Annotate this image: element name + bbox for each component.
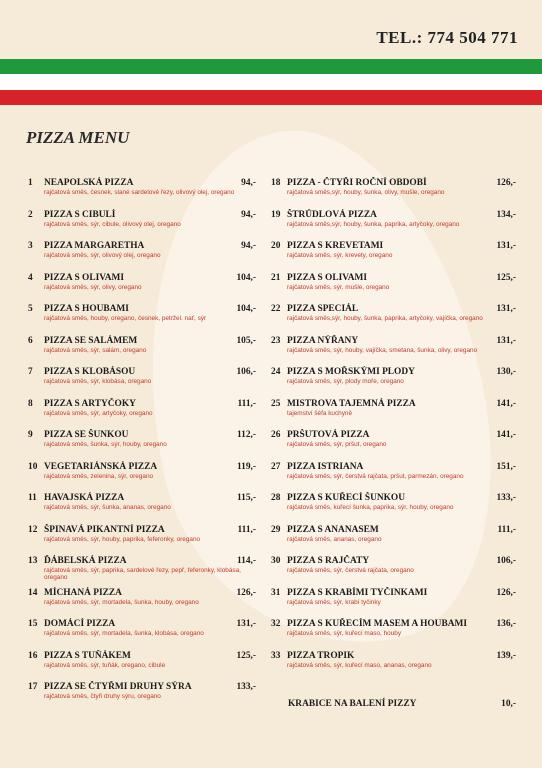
menu-item xyxy=(28,524,256,556)
menu-item-number: 20 xyxy=(271,241,281,251)
menu-item-name: PIZZA S OLIVAMI xyxy=(44,272,125,283)
menu-item-number: 8 xyxy=(28,398,33,409)
menu-item-head xyxy=(271,366,516,378)
menu-item-price: 126,- xyxy=(496,178,516,188)
menu-item xyxy=(28,335,256,367)
menu-item-name: PIZZA NÝŘANY xyxy=(287,335,359,346)
menu-item-price: 104,- xyxy=(236,272,256,283)
menu-item-number: 19 xyxy=(271,209,281,220)
menu-item-price: 94,- xyxy=(241,209,256,220)
menu-item-ingredients: rajčatová směs, šunka, sýr, houby, oregano xyxy=(44,441,167,448)
flag-stripe-white xyxy=(0,74,542,90)
menu-item-number: 28 xyxy=(271,493,281,503)
menu-item xyxy=(28,366,256,398)
pizza-box-name: KRABICE NA BALENÍ PIZZY xyxy=(288,699,417,709)
menu-item xyxy=(28,303,256,335)
menu-item xyxy=(28,461,256,493)
menu-item-price: 141,- xyxy=(496,398,516,409)
menu-item-name: PRŠUTOVÁ PIZZA xyxy=(287,430,370,440)
menu-item-number: 10 xyxy=(28,461,38,472)
menu-item-name: PIZZA S RAJČATY xyxy=(287,556,370,566)
menu-item xyxy=(271,587,516,619)
menu-item-name: ŠPINAVÁ PIKANTNÍ PIZZA xyxy=(44,524,165,535)
menu-item-price: 111,- xyxy=(497,524,516,535)
menu-item-price: 139,- xyxy=(496,650,516,661)
menu-item-ingredients: rajčatová směs, sýr, kuřecí maso, ananas, oregano xyxy=(287,661,432,669)
menu-item-head xyxy=(28,492,256,504)
pizza-box-price: 10,- xyxy=(501,699,516,709)
menu-item-number: 4 xyxy=(28,272,33,283)
menu-item-ingredients: rajčatová směs,sýr, houby, šunka, olivy, mušle, oregano xyxy=(287,189,445,196)
menu-item-name: MÍCHANÁ PIZZA xyxy=(44,587,122,598)
menu-item-number: 5 xyxy=(28,304,33,314)
menu-item-name: PIZZA S TUŇÁKEM xyxy=(44,650,131,661)
menu-item-ingredients: rajčatová směs, sýr, olivový olej, oregano xyxy=(44,252,161,259)
menu-item-number: 2 xyxy=(28,209,33,220)
menu-item-ingredients: rajčatová směs, zelenina, sýr, oregano xyxy=(44,472,154,480)
menu-item-name: PIZZA SE ŠUNKOU xyxy=(44,430,129,440)
menu-item-number: 13 xyxy=(28,556,38,566)
phone-number: TEL.: 774 504 771 xyxy=(376,28,518,47)
menu-item-price: 126,- xyxy=(496,587,516,598)
menu-item-price: 131,- xyxy=(496,304,516,314)
menu-item-head xyxy=(28,272,256,284)
menu-item xyxy=(271,209,516,241)
menu-item-name: PIZZA ISTRIANA xyxy=(287,461,364,472)
menu-item-price: 111,- xyxy=(237,524,256,535)
menu-item-number: 27 xyxy=(271,461,281,472)
menu-item-head xyxy=(28,303,256,315)
menu-item xyxy=(271,272,516,304)
menu-item-name: PIZZA S MOŘSKÝMI PLODY xyxy=(287,367,415,377)
menu-item-name: PIZZA SE ČTYŘMI DRUHY SÝRA xyxy=(44,682,192,692)
menu-item-ingredients: rajčatová směs, ananas, oregano xyxy=(287,535,382,543)
menu-item-head xyxy=(271,524,516,536)
menu-item-ingredients: rajčatová směs, sýr, šunka, ananas, oregano xyxy=(44,504,171,511)
menu-item xyxy=(28,177,256,209)
menu-item xyxy=(271,303,516,335)
menu-item-head xyxy=(28,366,256,378)
menu-item-ingredients: rajčatová směs, sýr, mortadela, šunka, klobása, oregano xyxy=(44,630,204,637)
menu-item-price: 125,- xyxy=(236,650,256,661)
menu-item xyxy=(28,492,256,524)
menu-item-name: PIZZA S OLIVAMI xyxy=(287,272,368,283)
menu-item-price: 114,- xyxy=(236,556,256,566)
menu-item-ingredients: rajčatová směs, česnek, slané sardelové řezy, olivový olej, oregano xyxy=(44,189,235,196)
menu-item-price: 131,- xyxy=(236,619,256,629)
menu-item-head xyxy=(271,587,516,599)
menu-item xyxy=(28,209,256,241)
flag-stripe-red xyxy=(0,90,542,105)
menu-item-number: 6 xyxy=(28,335,33,346)
menu-item-head xyxy=(271,177,516,189)
menu-item-head xyxy=(28,461,256,473)
flag-stripe-green xyxy=(0,59,542,74)
menu-item-head xyxy=(28,177,256,189)
menu-item-head xyxy=(28,650,256,662)
menu-item-price: 119,- xyxy=(236,461,256,472)
menu-item-ingredients: rajčatová směs, sýr, mušle, oregano xyxy=(287,283,390,291)
menu-item-price: 131,- xyxy=(496,335,516,346)
menu-item-name: PIZZA S KUŘECÍ ŠUNKOU xyxy=(287,493,405,503)
menu-item-head xyxy=(271,492,516,504)
menu-item-name: PIZZA S CIBULÍ xyxy=(44,209,116,220)
menu-item xyxy=(271,461,516,493)
menu-column-right xyxy=(271,177,516,681)
menu-item xyxy=(28,240,256,272)
menu-item-name: PIZZA SPECIÁL xyxy=(287,304,359,314)
menu-item xyxy=(271,335,516,367)
menu-item-price: 131,- xyxy=(496,241,516,251)
menu-item-name: HAVAJSKÁ PIZZA xyxy=(44,493,125,503)
menu-item-number: 25 xyxy=(271,398,281,409)
menu-item xyxy=(28,650,256,682)
menu-item-number: 33 xyxy=(271,650,281,661)
menu-item-number: 18 xyxy=(271,178,281,188)
menu-item-ingredients: rajčatová směs,sýr, houby, šunka, paprika, artyčoky, vajíčka, oregano xyxy=(287,315,483,322)
menu-item-price: 130,- xyxy=(496,367,516,377)
menu-item-head xyxy=(271,555,516,567)
menu-item-price: 105,- xyxy=(236,335,256,346)
menu-item-ingredients: rajčatová směs, sýr, klobása, oregano xyxy=(44,378,152,385)
menu-item-name: PIZZA TROPIK xyxy=(287,650,355,661)
menu-item-number: 11 xyxy=(28,493,37,503)
menu-item-name: PIZZA S KUŘECÍM MASEM A HOUBAMI xyxy=(287,619,467,629)
menu-item-number: 15 xyxy=(28,619,38,629)
menu-item-ingredients: tajemství šéfa kuchyně xyxy=(287,409,353,417)
menu-title: PIZZA MENU xyxy=(26,128,130,147)
menu-item-head xyxy=(271,618,516,630)
menu-item xyxy=(271,398,516,430)
menu-item-head xyxy=(28,209,256,221)
menu-item-name: PIZZA S KREVETAMI xyxy=(287,241,384,251)
menu-item-number: 14 xyxy=(28,587,38,598)
menu-item-number: 17 xyxy=(28,682,38,692)
menu-item-name: PIZZA - ČTYŘI ROČNÍ OBDOBÍ xyxy=(287,178,427,188)
menu-item-price: 136,- xyxy=(496,619,516,629)
menu-item-head xyxy=(271,335,516,347)
menu-item-ingredients: rajčatová směs, houby, oregano, česnek, petržel. nať, sýr xyxy=(44,315,207,322)
menu-item-ingredients: rajčatová směs, sýr, čerstvá rajčata, oregano xyxy=(287,567,414,574)
menu-item-price: 126,- xyxy=(236,587,256,598)
menu-item-price: 106,- xyxy=(236,367,256,377)
menu-item xyxy=(28,429,256,461)
menu-item-head xyxy=(271,303,516,315)
menu-item xyxy=(271,524,516,556)
menu-item-head xyxy=(271,272,516,284)
menu-item-ingredients: rajčatová směs, sýr, salám, oregano xyxy=(44,346,147,354)
menu-item-ingredients: rajčatová směs, sýr, kuřecí maso, houby xyxy=(287,630,402,637)
menu-item-ingredients: rajčatová směs, sýr, krabí tyčinky xyxy=(287,598,381,606)
menu-item-head xyxy=(28,335,256,347)
menu-item-number: 3 xyxy=(28,241,33,251)
menu-item-ingredients: rajčatová směs, sýr, mortadela, šunka, houby, oregano xyxy=(44,598,199,606)
menu-item-ingredients: rajčatová směs, kuřecí šunka, paprika, sýr, houby, oregano xyxy=(287,504,454,511)
menu-item xyxy=(28,587,256,619)
menu-item-number: 24 xyxy=(271,367,281,377)
menu-item-number: 31 xyxy=(271,587,281,598)
menu-item-ingredients: rajčatová směs, sýr, pršut, oregano xyxy=(287,441,387,448)
menu-item-head xyxy=(271,398,516,410)
menu-item-name: VEGETARIÁNSKÁ PIZZA xyxy=(44,461,158,472)
pizza-box-item xyxy=(288,699,516,709)
menu-item xyxy=(271,240,516,272)
menu-item-ingredients: rajčatová směs, sýr, cibule, olivový olej, oregano xyxy=(44,220,181,228)
menu-item xyxy=(28,555,256,587)
menu-item-price: 151,- xyxy=(496,461,516,472)
menu-item-ingredients: rajčatová směs, čtyři druhy sýru, oregano xyxy=(44,693,161,700)
menu-item-price: 112,- xyxy=(236,430,256,440)
menu-item-price: 125,- xyxy=(496,272,516,283)
menu-item-number: 26 xyxy=(271,430,281,440)
menu-item-head xyxy=(28,524,256,536)
menu-item-number: 7 xyxy=(28,367,33,377)
menu-item-name: PIZZA S HOUBAMI xyxy=(44,304,129,314)
menu-item-ingredients: rajčatová směs, sýr, plody moře, oregano xyxy=(287,378,404,385)
menu-item xyxy=(271,555,516,587)
menu-item-number: 29 xyxy=(271,524,281,535)
menu-item-number: 23 xyxy=(271,335,281,346)
menu-item xyxy=(271,429,516,461)
menu-item xyxy=(271,492,516,524)
menu-item-head xyxy=(271,209,516,221)
menu-item-number: 1 xyxy=(28,178,33,188)
menu-item-price: 94,- xyxy=(241,241,256,251)
menu-item-head xyxy=(28,555,256,567)
menu-item-ingredients: rajčatová směs, sýr, houby, paprika, feferonky, oregano xyxy=(44,535,201,543)
menu-item-head xyxy=(271,429,516,441)
menu-item-price: 141,- xyxy=(496,430,516,440)
menu-item-price: 115,- xyxy=(236,493,256,503)
menu-item xyxy=(28,618,256,650)
menu-item-name: PIZZA S ARTYČOKY xyxy=(44,398,136,409)
menu-item xyxy=(271,618,516,650)
menu-item-price: 133,- xyxy=(496,493,516,503)
menu-item-number: 22 xyxy=(271,304,281,314)
menu-item-head xyxy=(28,681,256,693)
menu-item-ingredients: rajčatová směs, sýr, houby, vajíčka, smetana, šunka, olivy, oregano xyxy=(287,346,478,354)
menu-item-head xyxy=(271,650,516,662)
menu-item-name: PIZZA S KLOBÁSOU xyxy=(44,367,136,377)
menu-item-ingredients: rajčatová směs, sýr, artyčoky, oregano xyxy=(44,409,153,417)
menu-item-head xyxy=(28,429,256,441)
menu-item-number: 32 xyxy=(271,619,281,629)
menu-item-ingredients: rajčatová směs, sýr, krevety, oregano xyxy=(287,252,393,259)
menu-item-number: 16 xyxy=(28,650,38,661)
menu-item xyxy=(28,272,256,304)
menu-item-name: ĎÁBELSKÁ PIZZA xyxy=(44,556,127,566)
menu-item-ingredients: rajčatová směs, sýr, tuňák, oregano, cibule xyxy=(44,661,166,669)
menu-item-name: PIZZA SE SALÁMEM xyxy=(44,335,138,346)
menu-item-head xyxy=(271,240,516,252)
menu-column-left xyxy=(28,177,256,713)
menu-item-head xyxy=(28,240,256,252)
menu-item-name: PIZZA S ANANASEM xyxy=(287,524,379,535)
menu-item-name: DOMÁCÍ PIZZA xyxy=(44,619,116,629)
menu-item-ingredients: rajčatová směs, sýr, olivy, oregano xyxy=(44,283,142,291)
menu-item-name: NEAPOLSKÁ PIZZA xyxy=(44,178,134,188)
menu-item-name: ŠTRŮDLOVÁ PIZZA xyxy=(287,209,377,220)
menu-item xyxy=(271,366,516,398)
menu-item-number: 30 xyxy=(271,556,281,566)
menu-item-name: MISTROVA TAJEMNÁ PIZZA xyxy=(287,398,416,409)
menu-item xyxy=(28,681,256,713)
menu-item-number: 12 xyxy=(28,524,38,535)
menu-item-number: 21 xyxy=(271,272,281,283)
menu-item-ingredients: rajčatová směs, sýr, paprika, sardelové řezy, pepř, feferonky, klobása, oregano xyxy=(44,567,241,582)
menu-item-price: 94,- xyxy=(241,178,256,188)
menu-item-price: 133,- xyxy=(236,682,256,692)
menu-item-number: 9 xyxy=(28,430,33,440)
menu-item xyxy=(271,650,516,682)
menu-item-price: 111,- xyxy=(237,398,256,409)
menu-item-ingredients: rajčatová směs, sýr, čerstvá rajčata, pršut, parmezán, oregano xyxy=(287,472,464,480)
menu-item xyxy=(271,177,516,209)
menu-item-head xyxy=(28,587,256,599)
menu-item-ingredients: rajčatová směs,sýr, houby, šunka, paprika, artyčoky, oregano xyxy=(287,220,460,228)
menu-item-head xyxy=(28,398,256,410)
menu-item-name: PIZZA MARGARETHA xyxy=(44,241,145,251)
menu-item xyxy=(28,398,256,430)
menu-item-name: PIZZA S KRABÍMI TYČINKAMI xyxy=(287,587,428,598)
menu-item-price: 104,- xyxy=(236,304,256,314)
menu-item-head xyxy=(271,461,516,473)
menu-item-price: 134,- xyxy=(496,209,516,220)
menu-item-price: 106,- xyxy=(496,556,516,566)
menu-item-head xyxy=(28,618,256,630)
